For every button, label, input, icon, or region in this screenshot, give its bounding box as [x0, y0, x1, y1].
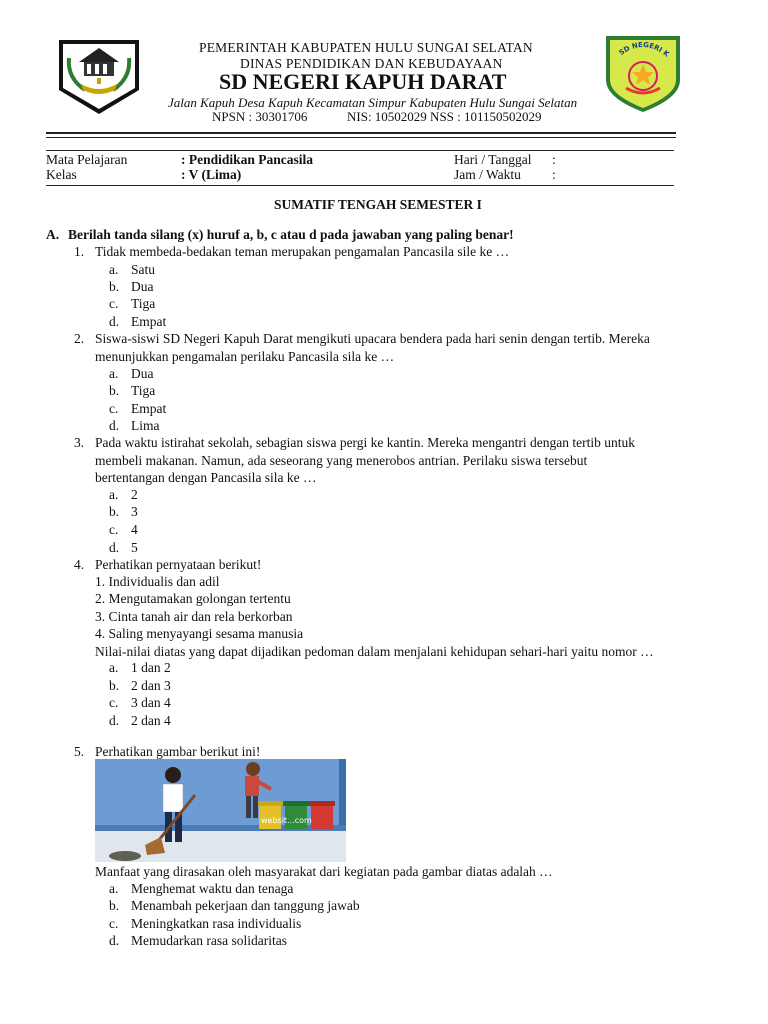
- section-letter: A.: [46, 227, 60, 242]
- option-letter: b.: [109, 898, 120, 913]
- option-letter: b.: [109, 504, 120, 519]
- statement-item: 3. Cinta tanah air dan rela berkorban: [95, 609, 293, 624]
- option-letter: a.: [109, 881, 119, 896]
- question-number: 5.: [74, 744, 85, 759]
- school-address: Jalan Kapuh Desa Kapuh Kecamatan Simpur Kabupaten Hulu Sungai Selatan: [168, 95, 578, 110]
- option-text: 4: [131, 522, 138, 537]
- option-text: 2 dan 4: [131, 713, 171, 728]
- option-letter: c.: [109, 916, 119, 931]
- option-text: Memudarkan rasa solidaritas: [131, 933, 287, 948]
- option-text: 3: [131, 504, 138, 519]
- school-nis: NIS: 10502029 NSS : 101150502029: [347, 109, 542, 124]
- option-letter: c.: [109, 695, 119, 710]
- info-rule-top: [46, 150, 674, 151]
- option-text: Tiga: [131, 383, 156, 398]
- statement-item: 2. Mengutamakan golongan tertentu: [95, 591, 291, 606]
- day-label: Hari / Tanggal: [454, 152, 532, 167]
- option-text: 2: [131, 487, 138, 502]
- option-letter: d.: [109, 713, 120, 728]
- option-text: Empat: [131, 401, 167, 416]
- question-text: Nilai-nilai diatas yang dapat dijadikan pedoman dalam menjalani kehidupan sehari-hari yaitu nomor …: [95, 644, 654, 659]
- question-text: bertentangan dengan Pancasila sila ke …: [95, 470, 317, 485]
- question-number: 4.: [74, 557, 85, 572]
- class-label: Kelas: [46, 167, 77, 182]
- question-text: Pada waktu istirahat sekolah, sebagian siswa pergi ke kantin. Mereka mengantri dengan tertib untuk: [95, 435, 635, 450]
- option-letter: a.: [109, 366, 119, 381]
- question-text: Tidak membeda-bedakan teman merupakan pengamalan Pancasila sile ke …: [95, 244, 510, 259]
- subject-label: Mata Pelajaran: [46, 152, 128, 167]
- option-text: Lima: [131, 418, 160, 433]
- question-number: 3.: [74, 435, 85, 450]
- option-text: Dua: [131, 366, 154, 381]
- option-text: 3 dan 4: [131, 695, 171, 710]
- option-letter: c.: [109, 296, 119, 311]
- time-value: :: [552, 167, 556, 182]
- option-letter: b.: [109, 678, 120, 693]
- time-label: Jam / Waktu: [454, 167, 521, 182]
- statement-item: 1. Individualis dan adil: [95, 574, 220, 589]
- header-line-2: DINAS PENDIDIKAN DAN KEBUDAYAAN: [240, 56, 503, 71]
- section-instruction: Berilah tanda silang (x) huruf a, b, c atau d pada jawaban yang paling benar!: [68, 227, 514, 242]
- school-logo: [604, 32, 682, 114]
- svg-text:SD NEGERI KAPUH DARAT: SD NEGERI K: [617, 40, 671, 59]
- question-text: membeli makanan. Namun, ada seseorang yang menerobos antrian. Perilaku siswa tersebut: [95, 453, 588, 468]
- option-letter: c.: [109, 522, 119, 537]
- question-text: Manfaat yang dirasakan oleh masyarakat dari kegiatan pada gambar diatas adalah …: [95, 864, 553, 879]
- exam-title: SUMATIF TENGAH SEMESTER I: [274, 197, 482, 212]
- header-rule-top: [46, 132, 676, 134]
- option-letter: c.: [109, 401, 119, 416]
- option-letter: d.: [109, 314, 120, 329]
- day-value: :: [552, 152, 556, 167]
- regency-logo: [57, 38, 141, 116]
- option-text: Meningkatkan rasa individualis: [131, 916, 302, 931]
- option-text: 1 dan 2: [131, 660, 171, 675]
- option-text: Satu: [131, 262, 156, 277]
- option-text: Dua: [131, 279, 154, 294]
- subject-value: : Pendidikan Pancasila: [181, 152, 314, 167]
- option-letter: d.: [109, 933, 120, 948]
- option-letter: a.: [109, 660, 119, 675]
- option-letter: b.: [109, 279, 120, 294]
- cleaning-illustration: [95, 759, 346, 862]
- class-value: : V (Lima): [181, 167, 242, 182]
- option-letter: d.: [109, 418, 120, 433]
- option-text: Menambah pekerjaan dan tanggung jawab: [131, 898, 360, 913]
- question-number: 2.: [74, 331, 85, 346]
- info-rule-bottom: [46, 185, 674, 186]
- school-name: SD NEGERI KAPUH DARAT: [219, 69, 507, 94]
- question-text: Perhatikan gambar berikut ini!: [95, 744, 261, 759]
- question-text: Siswa-siswi SD Negeri Kapuh Darat mengikuti upacara bendera pada hari senin dengan tertib. Mereka: [95, 331, 650, 346]
- option-letter: a.: [109, 487, 119, 502]
- option-text: 5: [131, 540, 138, 555]
- option-text: Menghemat waktu dan tenaga: [131, 881, 294, 896]
- question-number: 1.: [74, 244, 85, 259]
- option-letter: a.: [109, 262, 119, 277]
- school-npsn: NPSN : 30301706: [212, 109, 308, 124]
- option-letter: d.: [109, 540, 120, 555]
- question-text: menunjukkan pengamalan perilaku Pancasila sila ke …: [95, 349, 395, 364]
- option-letter: b.: [109, 383, 120, 398]
- header-line-1: PEMERINTAH KABUPATEN HULU SUNGAI SELATAN: [199, 40, 533, 55]
- option-text: 2 dan 3: [131, 678, 171, 693]
- option-text: Tiga: [131, 296, 156, 311]
- image-watermark: websit...com: [261, 816, 312, 825]
- option-text: Empat: [131, 314, 167, 329]
- statement-item: 4. Saling menyayangi sesama manusia: [95, 626, 304, 641]
- header-rule-bottom: [46, 137, 676, 138]
- question-text: Perhatikan pernyataan berikut!: [95, 557, 262, 572]
